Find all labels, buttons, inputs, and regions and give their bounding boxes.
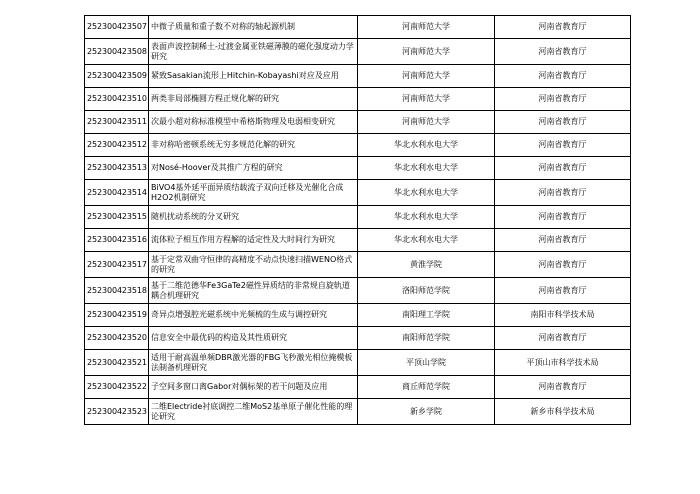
project-title-cell: 次最小超对称标准模型中希格斯物理及电弱相变研究 bbox=[149, 111, 358, 134]
project-id-cell: 252300423512 bbox=[85, 134, 149, 157]
table-row bbox=[85, 304, 631, 327]
project-title-cell: 对Nosé-Hoover及其推广方程的研究 bbox=[149, 157, 358, 180]
department-cell: 河南省教育厅 bbox=[495, 39, 631, 65]
institution-cell: 华北水利水电大学 bbox=[358, 134, 495, 157]
project-title-cell: 中微子质量和重子数不对称的轴起源机制 bbox=[149, 16, 358, 39]
department-cell: 河南省教育厅 bbox=[495, 327, 631, 350]
project-id-cell: 252300423510 bbox=[85, 88, 149, 111]
department-cell: 河南省教育厅 bbox=[495, 111, 631, 134]
institution-cell: 河南师范大学 bbox=[358, 65, 495, 88]
table-row bbox=[85, 39, 631, 65]
department-cell: 平顶山市科学技术局 bbox=[495, 350, 631, 376]
table-row bbox=[85, 157, 631, 180]
project-id-cell: 252300423517 bbox=[85, 252, 149, 278]
project-title-cell: 基于定常双曲守恒律的高精度不动点快速扫描WENO格式的研究 bbox=[149, 252, 358, 278]
department-cell: 河南省教育厅 bbox=[495, 134, 631, 157]
project-id-cell: 252300423522 bbox=[85, 376, 149, 399]
department-cell: 河南省教育厅 bbox=[495, 252, 631, 278]
institution-cell: 商丘师范学院 bbox=[358, 376, 495, 399]
department-cell: 南阳市科学技术局 bbox=[495, 304, 631, 327]
table-row bbox=[85, 134, 631, 157]
table-row bbox=[85, 229, 631, 252]
department-cell: 河南省教育厅 bbox=[495, 16, 631, 39]
project-id-cell: 252300423514 bbox=[85, 180, 149, 206]
table-row bbox=[85, 350, 631, 376]
institution-cell: 河南师范大学 bbox=[358, 111, 495, 134]
department-cell: 河南省教育厅 bbox=[495, 88, 631, 111]
institution-cell: 洛阳师范学院 bbox=[358, 278, 495, 304]
project-title-cell: 两类非局部椭圆方程正规化解的研究 bbox=[149, 88, 358, 111]
table-row bbox=[85, 278, 631, 304]
institution-cell: 黄淮学院 bbox=[358, 252, 495, 278]
institution-cell: 河南师范大学 bbox=[358, 88, 495, 111]
institution-cell: 华北水利水电大学 bbox=[358, 229, 495, 252]
project-id-cell: 252300423516 bbox=[85, 229, 149, 252]
table-row bbox=[85, 88, 631, 111]
project-title-cell: 信息安全中最优码的构造及其性质研究 bbox=[149, 327, 358, 350]
project-table bbox=[84, 15, 631, 425]
project-title-cell: 流体粒子相互作用方程解的适定性及大时间行为研究 bbox=[149, 229, 358, 252]
project-table-body bbox=[85, 16, 631, 425]
table-row bbox=[85, 206, 631, 229]
project-title-cell: 奇异点增强腔光磁系统中光频梳的生成与调控研究 bbox=[149, 304, 358, 327]
institution-cell: 华北水利水电大学 bbox=[358, 180, 495, 206]
project-title-cell: BiVO4基外延平面异质结载流子双向迁移及光催化合成H2O2机制研究 bbox=[149, 180, 358, 206]
institution-cell: 新乡学院 bbox=[358, 399, 495, 425]
institution-cell: 河南师范大学 bbox=[358, 16, 495, 39]
table-row bbox=[85, 16, 631, 39]
table-row bbox=[85, 111, 631, 134]
project-title-cell: 子空间多窗口离Gabor对偶标架的若干问题及应用 bbox=[149, 376, 358, 399]
project-title-cell: 表面声波控制稀土-过渡金属亚铁磁薄膜的磁化强度动力学研究 bbox=[149, 39, 358, 65]
department-cell: 河南省教育厅 bbox=[495, 180, 631, 206]
institution-cell: 南阳理工学院 bbox=[358, 304, 495, 327]
project-id-cell: 252300423515 bbox=[85, 206, 149, 229]
project-title-cell: 随机扰动系统的分叉研究 bbox=[149, 206, 358, 229]
project-title-cell: 紧致Sasakian流形上Hitchin-Kobayashi对应及应用 bbox=[149, 65, 358, 88]
table-row bbox=[85, 399, 631, 425]
institution-cell: 平顶山学院 bbox=[358, 350, 495, 376]
table-row bbox=[85, 180, 631, 206]
project-id-cell: 252300423521 bbox=[85, 350, 149, 376]
project-id-cell: 252300423507 bbox=[85, 16, 149, 39]
department-cell: 河南省教育厅 bbox=[495, 65, 631, 88]
department-cell: 河南省教育厅 bbox=[495, 229, 631, 252]
project-id-cell: 252300423523 bbox=[85, 399, 149, 425]
institution-cell: 南阳师范学院 bbox=[358, 327, 495, 350]
department-cell: 河南省教育厅 bbox=[495, 278, 631, 304]
project-id-cell: 252300423513 bbox=[85, 157, 149, 180]
institution-cell: 华北水利水电大学 bbox=[358, 157, 495, 180]
table-row bbox=[85, 376, 631, 399]
project-title-cell: 非对称哈密顿系统无穷多规范化解的研究 bbox=[149, 134, 358, 157]
project-id-cell: 252300423520 bbox=[85, 327, 149, 350]
project-id-cell: 252300423519 bbox=[85, 304, 149, 327]
project-id-cell: 252300423509 bbox=[85, 65, 149, 88]
project-title-cell: 基于二维范德华Fe3GaTe2磁性异质结的非常规自旋轨道耦合机理研究 bbox=[149, 278, 358, 304]
table-row bbox=[85, 252, 631, 278]
project-id-cell: 252300423511 bbox=[85, 111, 149, 134]
department-cell: 河南省教育厅 bbox=[495, 206, 631, 229]
department-cell: 新乡市科学技术局 bbox=[495, 399, 631, 425]
department-cell: 河南省教育厅 bbox=[495, 157, 631, 180]
table-row bbox=[85, 65, 631, 88]
project-title-cell: 适用于耐高温单频DBR激光器的FBG飞秒激光相位掩模板法制备机理研究 bbox=[149, 350, 358, 376]
project-title-cell: 二维Electride衬底调控二维MoS2基单原子催化性能的理论研究 bbox=[149, 399, 358, 425]
institution-cell: 华北水利水电大学 bbox=[358, 206, 495, 229]
institution-cell: 河南师范大学 bbox=[358, 39, 495, 65]
project-id-cell: 252300423508 bbox=[85, 39, 149, 65]
department-cell: 河南省教育厅 bbox=[495, 376, 631, 399]
project-id-cell: 252300423518 bbox=[85, 278, 149, 304]
table-row bbox=[85, 327, 631, 350]
